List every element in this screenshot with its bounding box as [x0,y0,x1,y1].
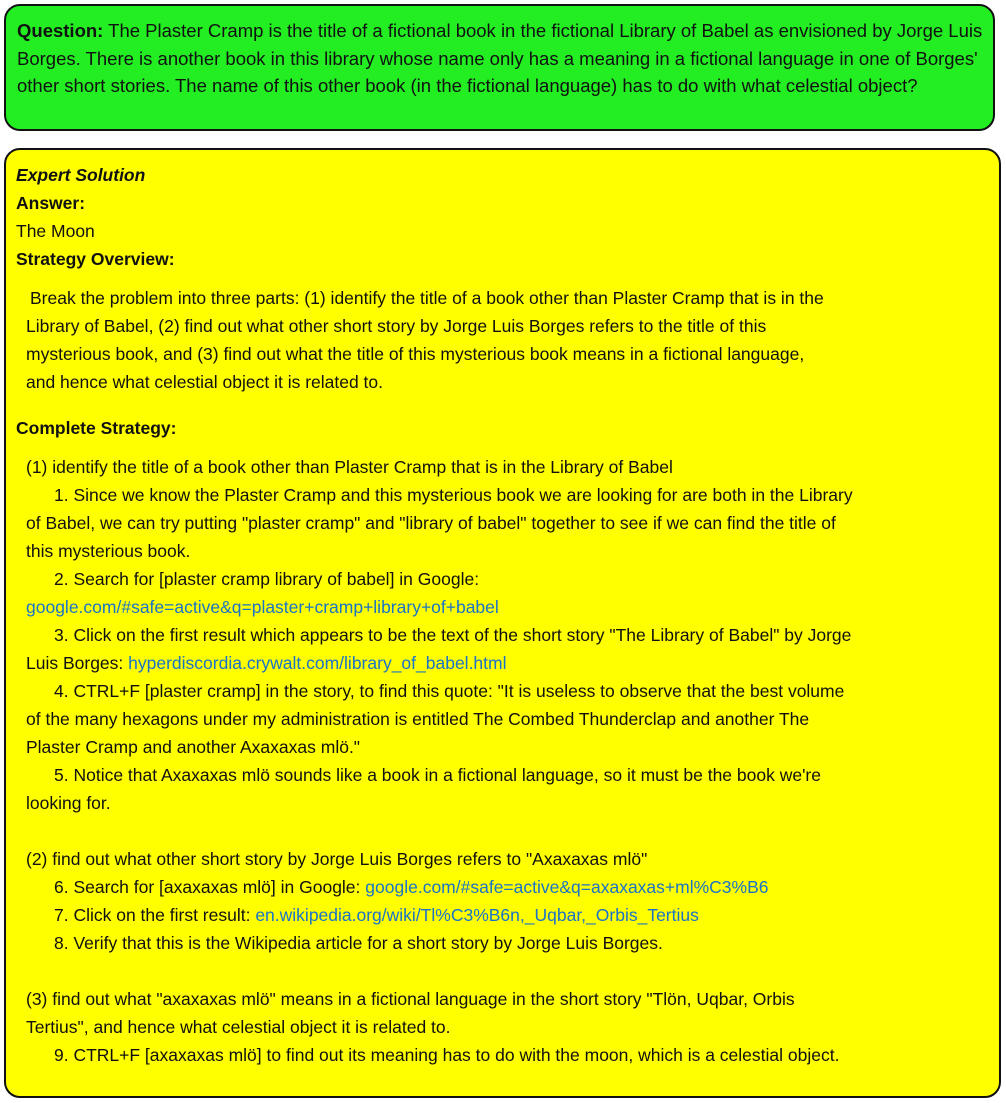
step4-line: Plaster Cramp and another Axaxaxas mlö." [26,737,361,757]
step2-line: 2. Search for [plaster cramp library of babel] in Google: [54,569,480,589]
step6-line: 6. Search for [axaxaxas mlö] in Google: [54,877,366,897]
step3-line: Luis Borges: [26,653,129,673]
step4-line: 4. CTRL+F [plaster cramp] in the story, to find this quote: "It is useless to observe that the best volume [54,681,845,701]
part2-heading: (2) find out what other short story by Jorge Luis Borges refers to "Axaxaxas mlö" [26,849,648,869]
overview-line: mysterious book, and (3) find out what the title of this mysterious book means in a fictional language, [26,344,805,364]
step5-line: 5. Notice that Axaxaxas mlö sounds like a book in a fictional language, so it must be the book we're [54,765,821,785]
overview-line: Break the problem into three parts: (1) identify the title of a book other than Plaster Cramp that is in the [30,288,824,308]
answer-text: The Moon [16,221,95,241]
step2-link[interactable]: google.com/#safe=active&q=plaster+cramp+library+of+babel [26,597,499,617]
step3-line: 3. Click on the first result which appears to be the text of the short story "The Library of Babel" by Jorge [54,625,852,645]
overview-label: Strategy Overview: [16,249,175,269]
step8-line: 8. Verify that this is the Wikipedia article for a short story by Jorge Luis Borges. [54,933,663,953]
step5-line: looking for. [26,793,111,813]
step6-link[interactable]: google.com/#safe=active&q=axaxaxas+ml%C3%B6 [365,877,769,897]
step1-line: 1. Since we know the Plaster Cramp and this mysterious book we are looking for are both in the Library [54,485,853,505]
part3-heading: Tertius", and hence what celestial object it is related to. [26,1017,451,1037]
part3-heading: (3) find out what "axaxaxas mlö" means in a fictional language in the short story "Tlön, Uqbar, Orbis [26,989,795,1009]
step7-link[interactable]: en.wikipedia.org/wiki/Tl%C3%B6n,_Uqbar,_Orbis_Tertius [255,905,699,925]
overview-line: and hence what celestial object it is related to. [26,372,384,392]
step3-link[interactable]: hyperdiscordia.crywalt.com/library_of_babel.html [128,653,507,673]
question-text: The Plaster Cramp is the title of a fictional book in the fictional Library of Babel as envisioned by Jorge Luis Borges. There is another book in this library whose name only has a meaning in a fictional language in one of Borges' other short stories. The name of this other book (in the fictional language) has to do with what celestial object? [17,20,983,96]
step9-line: 9. CTRL+F [axaxaxas mlö] to find out its meaning has to do with the moon, which is a celestial object. [54,1045,840,1065]
question-label: Question: [17,20,104,41]
step4-line: of the many hexagons under my administration is entitled The Combed Thunderclap and another The [26,709,810,729]
solution-heading: Expert Solution [16,165,146,185]
complete-strategy-label: Complete Strategy: [16,418,177,438]
overview-line: Library of Babel, (2) find out what other short story by Jorge Luis Borges refers to the title of this [26,316,767,336]
step1-line: this mysterious book. [26,541,191,561]
answer-label: Answer: [16,193,86,213]
question-box [4,4,995,131]
step1-line: of Babel, we can try putting "plaster cramp" and "library of babel" together to see if we can find the title of [26,513,836,533]
step7-line: 7. Click on the first result: [54,905,256,925]
part1-heading: (1) identify the title of a book other than Plaster Cramp that is in the Library of Babel [26,457,673,477]
solution-box [4,148,1001,1098]
